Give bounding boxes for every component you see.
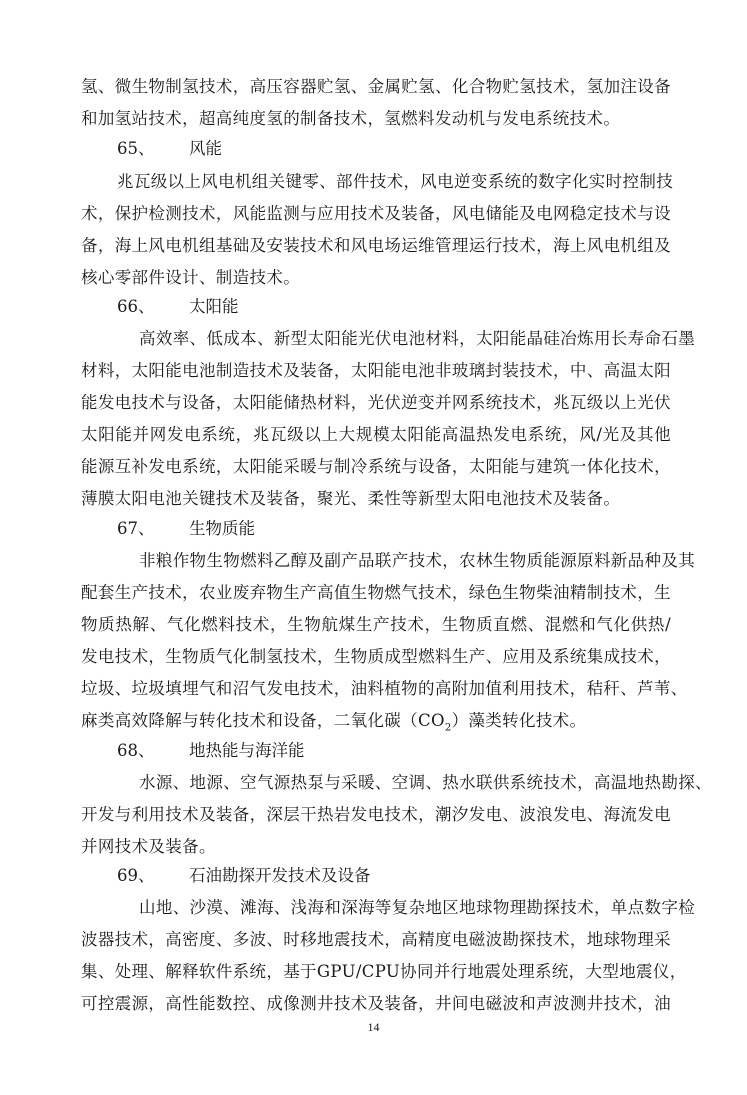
body-line: 山地、沙漠、滩海、浅海和深海等复杂地区地球物理勘探技术，单点数字检 [139, 898, 696, 917]
section-number: 67、 [117, 519, 155, 538]
body-line: 氢、微生物制氢技术，高压容器贮氢、金属贮氢、化合物贮氢技术，氢加注设备 [81, 77, 671, 96]
body-line: 能源互补发电系统，太阳能采暖与制冷系统与设备，太阳能与建筑一体化技术， [81, 457, 671, 476]
section-number: 65、 [117, 139, 155, 158]
body-line: 集、处理、解释软件系统，基于GPU/CPU协同并行地震处理系统，大型地震仪， [81, 962, 687, 981]
body-line: 物质热解、气化燃料技术，生物航煤生产技术，生物质直燃、混燃和气化供热/ [81, 615, 671, 634]
body-line: 非粮作物生物燃料乙醇及副产品联产技术，农林生物质能源原料新品种及其 [139, 551, 696, 570]
section-title: 石油勘探开发技术及设备 [189, 866, 371, 885]
section-title: 生物质能 [189, 519, 255, 538]
body-text: 麻类高效降解与转化技术和设备，二氧化碳（CO [81, 711, 445, 730]
body-line: 能发电技术与设备，太阳能储热材料，光伏逆变并网系统技术，兆瓦级以上光伏 [81, 393, 671, 412]
body-line: 薄膜太阳电池关键技术及装备，聚光、柔性等新型太阳电池技术及装备。 [81, 489, 621, 508]
subscript: 2 [444, 722, 452, 734]
body-line: 配套生产技术，农业废弃物生产高值生物燃气技术，绿色生物柴油精制技术，生 [81, 583, 671, 602]
body-line [81, 711, 671, 734]
section-heading [117, 519, 255, 539]
body-line: 术，保护检测技术，风能监测与应用技术及装备，风电储能及电网稳定技术与设 [81, 204, 671, 223]
section-number: 69、 [117, 866, 155, 885]
body-line: 高效率、低成本、新型太阳能光伏电池材料，太阳能晶硅冶炼用长寿命石墨 [139, 329, 696, 348]
section-number: 66、 [117, 297, 155, 316]
body-line: 材料，太阳能电池制造技术及装备，太阳能电池非玻璃封装技术，中、高温太阳 [81, 361, 671, 380]
section-heading [117, 297, 239, 317]
body-line: 兆瓦级以上风电机组关键零、部件技术，风电逆变系统的数字化实时控制技 [117, 172, 674, 191]
section-heading [117, 866, 371, 886]
body-line: 水源、地源、空气源热泵与采暖、空调、热水联供系统技术，高温地热勘探、 [139, 773, 712, 792]
body-line: 太阳能并网发电系统，兆瓦级以上大规模太阳能高温热发电系统，风/光及其他 [81, 425, 671, 444]
section-heading [117, 139, 222, 159]
body-line: 和加氢站技术，超高纯度氢的制备技术，氢燃料发动机与发电系统技术。 [81, 109, 621, 128]
body-line: 核心零部件设计、制造技术。 [81, 268, 301, 287]
body-line: 可控震源，高性能数控、成像测井技术及装备，井间电磁波和声波测井技术，油 [81, 994, 671, 1013]
section-title: 地热能与海洋能 [189, 741, 305, 760]
section-title: 风能 [189, 139, 222, 158]
body-line: 波器技术，高密度、多波、时移地震技术，高精度电磁波勘探技术，地球物理采 [81, 930, 671, 949]
page-number: 14 [367, 1020, 380, 1034]
body-line: 开发与利用技术及装备，深层干热岩发电技术，潮汐发电、波浪发电、海流发电 [81, 805, 671, 824]
section-title: 太阳能 [189, 297, 239, 316]
body-line: 备，海上风电机组基础及安装技术和风电场运维管理运行技术，海上风电机组及 [81, 236, 671, 255]
body-line: 发电技术，生物质气化制氢技术，生物质成型燃料生产、应用及系统集成技术， [81, 647, 671, 666]
section-heading [117, 741, 305, 761]
body-text: ）藻类转化技术。 [451, 711, 587, 730]
section-number: 68、 [117, 741, 155, 760]
body-line: 垃圾、垃圾填埋气和沼气发电技术，油料植物的高附加值利用技术，秸秆、芦苇、 [81, 679, 688, 698]
body-line: 并网技术及装备。 [81, 837, 216, 856]
